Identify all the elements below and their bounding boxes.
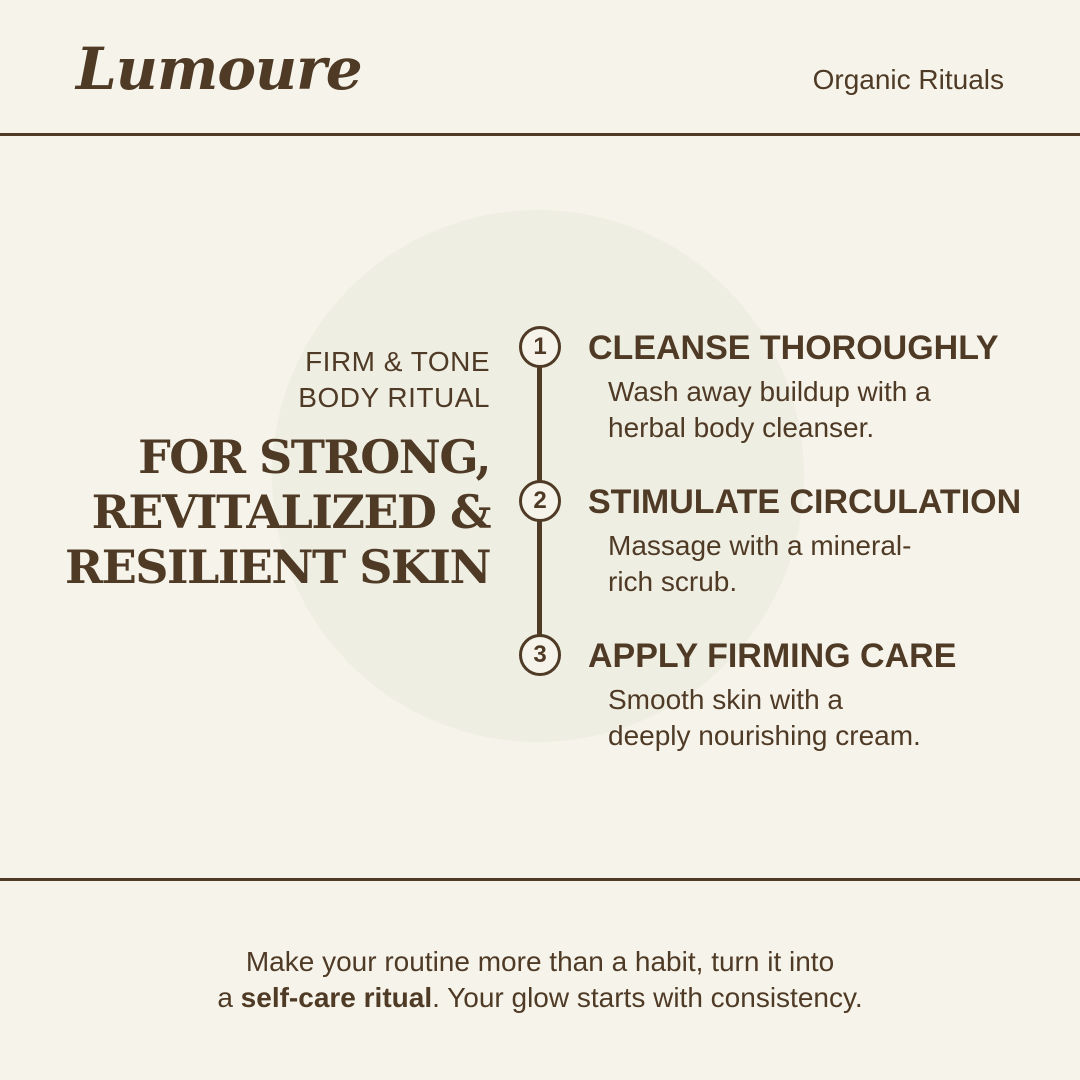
- step-desc-2: [608, 528, 1008, 600]
- step-desc-2-line-2: rich scrub.: [608, 566, 738, 597]
- hero-headline-line-1: FOR STRONG,: [138, 430, 490, 484]
- brand-logo: Lumoure: [76, 35, 362, 103]
- step-desc-1: [608, 374, 1008, 446]
- footer-line-1: Make your routine more than a habit, turn it into: [245, 946, 835, 977]
- step-desc-2-line-1: Massage with a mineral-: [608, 530, 912, 561]
- footer-line-2-suffix: . Your glow starts with consistency.: [432, 982, 863, 1013]
- top-divider: [0, 133, 1080, 136]
- step-desc-1-line-2: herbal body cleanser.: [608, 412, 875, 443]
- step-title-2: STIMULATE CIRCULATION: [588, 483, 1022, 521]
- footer-line-2: [0, 980, 1080, 1016]
- step-desc-1-line-1: Wash away buildup with a: [608, 376, 931, 407]
- brand-tagline: Organic Rituals: [812, 64, 1004, 95]
- hero-block: [65, 344, 490, 595]
- step-title-3: APPLY FIRMING CARE: [588, 637, 957, 675]
- step-number-1: 1: [519, 326, 561, 368]
- step-title-1: CLEANSE THOROUGHLY: [588, 329, 999, 367]
- hero-subtitle-line-2: BODY RITUAL: [298, 382, 490, 413]
- step-number-2: 2: [519, 480, 561, 522]
- footer-line-2-prefix: a: [217, 982, 241, 1013]
- hero-subtitle-line-1: FIRM & TONE: [305, 346, 490, 377]
- hero-headline: [65, 430, 490, 595]
- footer-highlight: self-care ritual: [240, 982, 433, 1013]
- step-desc-3-line-2: deeply nourishing cream.: [608, 720, 921, 751]
- hero-headline-line-3: RESILIENT SKIN: [64, 540, 490, 594]
- step-number-3: 3: [519, 634, 561, 676]
- step-desc-3-line-1: Smooth skin with a: [608, 684, 843, 715]
- bottom-divider: [0, 878, 1080, 881]
- footer-message: [0, 944, 1080, 1016]
- hero-headline-line-2: REVITALIZED &: [91, 485, 490, 539]
- step-desc-3: [608, 682, 1008, 754]
